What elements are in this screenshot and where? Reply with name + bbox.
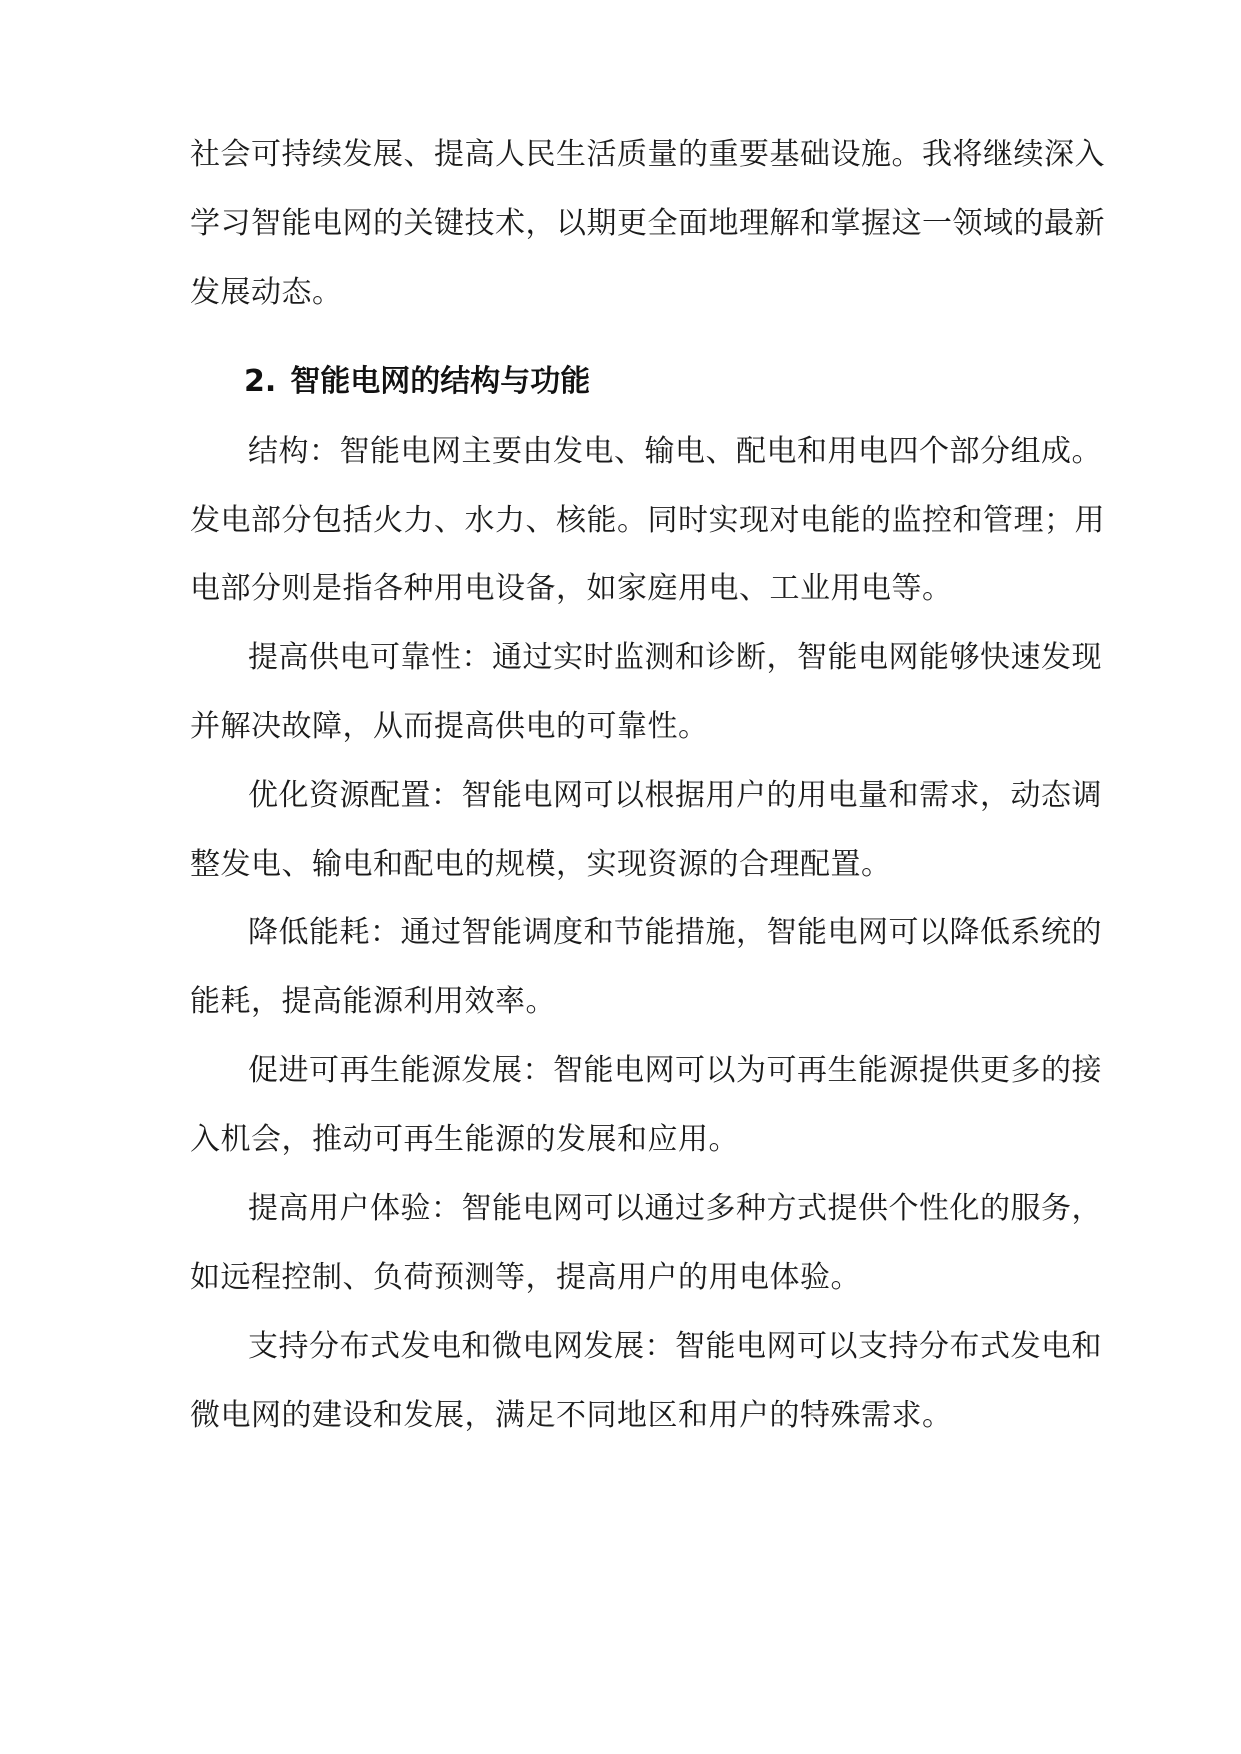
- paragraph-reliability-line-1: 提高供电可靠性：通过实时监测和诊断，智能电网能够快速发现: [248, 640, 1102, 675]
- intro-line-3: 发展动态。: [190, 275, 343, 310]
- paragraph-reliability-line-2: 并解决故障，从而提高供电的可靠性。: [190, 709, 709, 744]
- paragraph-energy-line-1: 降低能耗：通过智能调度和节能措施，智能电网可以降低系统的: [248, 915, 1102, 950]
- intro-line-2: 学习智能电网的关键技术，以期更全面地理解和掌握这一领域的最新: [190, 206, 1105, 241]
- paragraph-distributed-line-2: 微电网的建设和发展，满足不同地区和用户的特殊需求。: [190, 1398, 953, 1433]
- section-heading: [244, 362, 590, 402]
- paragraph-distributed-line-1: 支持分布式发电和微电网发展：智能电网可以支持分布式发电和: [248, 1329, 1102, 1364]
- paragraph-experience-line-1: 提高用户体验：智能电网可以通过多种方式提供个性化的服务，: [248, 1191, 1102, 1226]
- paragraph-resources-line-1: 优化资源配置：智能电网可以根据用户的用电量和需求，动态调: [248, 778, 1102, 813]
- paragraph-energy-line-2: 能耗，提高能源利用效率。: [190, 984, 556, 1019]
- paragraph-renewables-line-2: 入机会，推动可再生能源的发展和应用。: [190, 1122, 739, 1157]
- paragraph-renewables-line-1: 促进可再生能源发展：智能电网可以为可再生能源提供更多的接: [248, 1053, 1102, 1088]
- section-number: 2.: [244, 364, 277, 399]
- paragraph-experience-line-2: 如远程控制、负荷预测等，提高用户的用电体验。: [190, 1260, 861, 1295]
- paragraph-structure-line-3: 电部分则是指各种用电设备，如家庭用电、工业用电等。: [190, 571, 953, 606]
- paragraph-structure-line-1: 结构：智能电网主要由发电、输电、配电和用电四个部分组成。: [248, 434, 1102, 469]
- paragraph-resources-line-2: 整发电、输电和配电的规模，实现资源的合理配置。: [190, 847, 892, 882]
- section-title: 智能电网的结构与功能: [290, 364, 591, 399]
- paragraph-structure-line-2: 发电部分包括火力、水力、核能。同时实现对电能的监控和管理；用: [190, 503, 1105, 538]
- intro-line-1: 社会可持续发展、提高人民生活质量的重要基础设施。我将继续深入: [190, 137, 1105, 172]
